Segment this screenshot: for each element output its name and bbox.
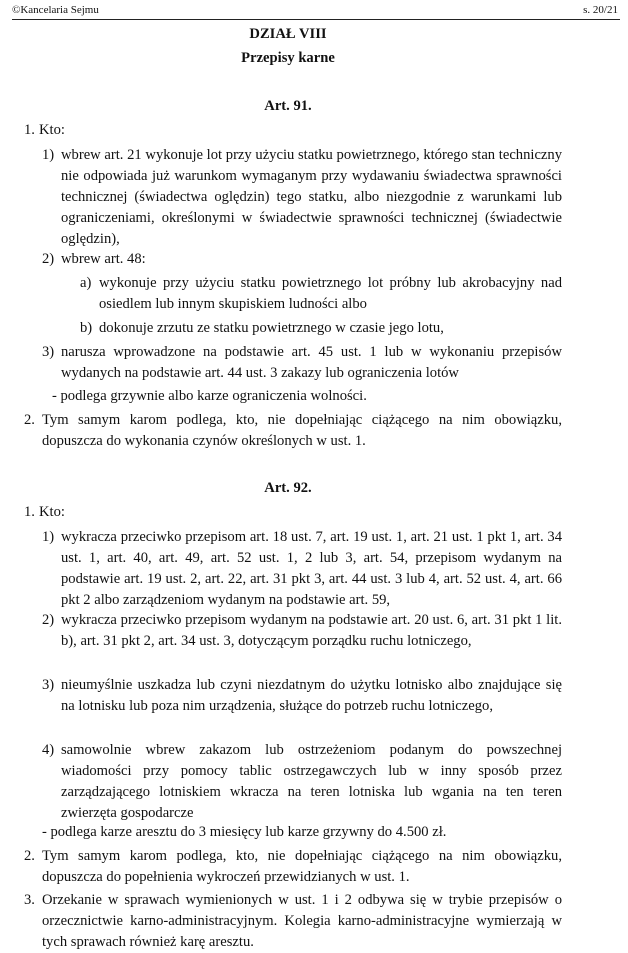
division-subtitle: Przepisy karne — [241, 50, 335, 66]
page-header — [12, 0, 620, 20]
a91-item-1-number: 1) — [42, 147, 55, 163]
a92-item-3-number: 3) — [42, 677, 55, 693]
a92-paragraph-1-number: 1. — [24, 504, 35, 520]
a92-item-1-text: wykracza przeciwko przepisom art. 18 ust. 7, art. 19 ust. 1, art. 21 ust. 1 pkt 1, art. 34 ust. 1, art. 40, art. 49, art. 52 ust. 1, 2 lub 3, art. 54, przepisom wydanym na podstawie art. 19 ust. 2, art. 22, art. 31 pkt 3, art. 44 ust. 3 lub 4, art. 52 ust. 4, art. 66 pkt 2 albo zarządzeniom wydanym na podstawie art. 59, — [61, 529, 562, 608]
a91-item-2-text: wbrew art. 48: — [61, 251, 146, 267]
a91-item-2b-number: b) — [80, 320, 93, 336]
a92-item-4-number: 4) — [42, 742, 55, 758]
a92-paragraph-3-text: Orzekanie w sprawach wymienionych w ust. 1 i 2 odbywa się w trybie przepisów o orzecznictwie karno-administracyjnym. Kolegia karno-administracyjne wymierzają w tych sprawach również karę aresztu. — [42, 892, 562, 950]
a92-penalty: - podlega karze aresztu do 3 miesięcy lub karze grzywny do 4.500 zł. — [42, 824, 447, 840]
a91-penalty: - podlega grzywnie albo karze ograniczenia wolności. — [52, 388, 367, 404]
a91-item-3-number: 3) — [42, 344, 55, 360]
a92-paragraph-3-number: 3. — [24, 892, 35, 908]
a91-item-3-text: narusza wprowadzone na podstawie art. 45 ust. 1 lub w wykonaniu przepisów wydanych na podstawie art. 44 ust. 3 zakazy lub ograniczenia lotów — [61, 344, 562, 381]
a92-paragraph-2-text: Tym samym karom podlega, kto, nie dopełniając ciążącego na nim obowiązku, dopuszcza do popełnienia wykroczeń przewidzianych w ust. 1. — [42, 848, 562, 885]
a92-item-2-number: 2) — [42, 612, 55, 628]
a91-item-2b-text: dokonuje zrzutu ze statku powietrznego w czasie jego lotu, — [99, 320, 444, 336]
a92-item-2-text: wykracza przeciwko przepisom wydanym na podstawie art. 20 ust. 6, art. 31 pkt 1 lit. b), art. 31 pkt 2, art. 34 ust. 3, dotyczącym porządku ruchu lotniczego, — [61, 612, 562, 649]
page-number: s. 20/21 — [583, 4, 618, 16]
division-title: DZIAŁ VIII — [249, 26, 327, 42]
a92-item-1-number: 1) — [42, 529, 55, 545]
a92-item-4-text: samowolnie wbrew zakazom lub ostrzeżeniom podanym do powszechnej wiadomości przy pomocy tablic ostrzegawczych lub w inny sposób przez zarządzającego lotniskiem wkracza na teren lotniska lub wgania na ten teren zwierzęta gospodarcze — [61, 742, 562, 821]
article-91-heading: Art. 91. — [264, 98, 312, 114]
a91-paragraph-1-number: 1. — [24, 122, 35, 138]
a91-paragraph-1-intro: Kto: — [39, 122, 65, 138]
a92-item-3-text: nieumyślnie uszkadza lub czyni niezdatnym do użytku lotnisko albo znajdujące się na lotnisku lub poza nim urządzenia, służące do potrzeb ruchu lotniczego, — [61, 677, 562, 714]
a91-item-2a-text: wykonuje przy użyciu statku powietrznego lot próbny lub akrobacyjny nad osiedlem lub innym skupiskiem ludności albo — [99, 275, 562, 312]
a92-paragraph-1-intro: Kto: — [39, 504, 65, 520]
article-92-heading: Art. 92. — [264, 480, 312, 496]
a91-item-1-text: wbrew art. 21 wykonuje lot przy użyciu statku powietrznego, którego stan techniczny nie odpowiada już warunkom wymaganym przy wydawaniu świadectwa sprawności technicznej (świadectwa oględzin) tego statku, albo niezgodnie z warunkami lub ograniczeniami, określonymi w świadectwie sprawności technicznej (świadectwie oględzin), — [61, 147, 562, 247]
a91-paragraph-2-number: 2. — [24, 412, 35, 428]
copyright-label: ©Kancelaria Sejmu — [12, 4, 99, 16]
a91-item-2-number: 2) — [42, 251, 55, 267]
a91-item-2a-number: a) — [80, 275, 92, 291]
a92-paragraph-2-number: 2. — [24, 848, 35, 864]
a91-paragraph-2-text: Tym samym karom podlega, kto, nie dopełniając ciążącego na nim obowiązku, dopuszcza do wykonania czynów określonych w ust. 1. — [42, 412, 562, 449]
